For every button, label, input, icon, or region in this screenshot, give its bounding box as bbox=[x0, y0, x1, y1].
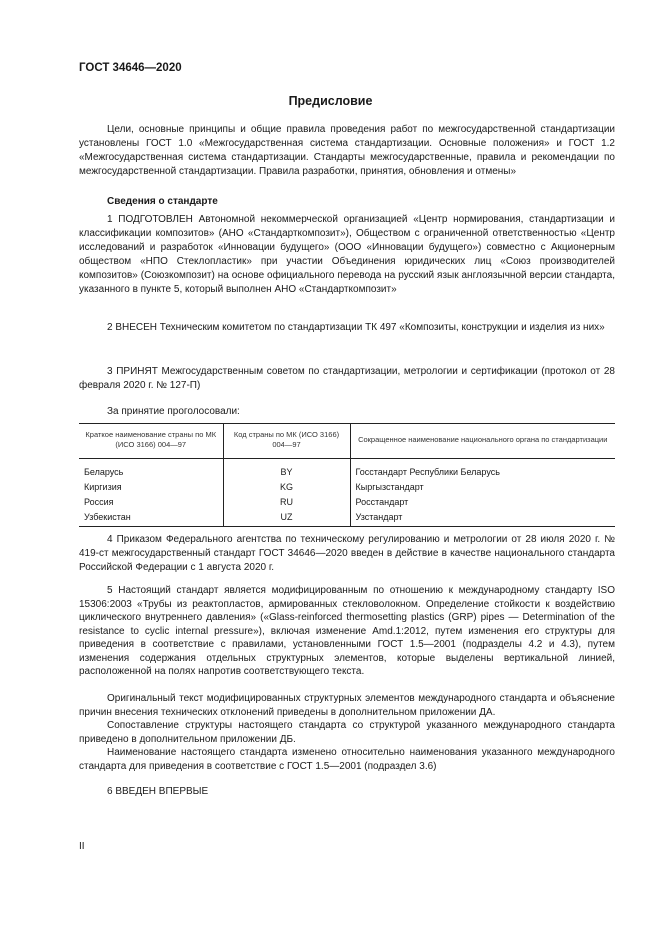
voting-table-header-row bbox=[79, 424, 615, 459]
national-body-cell: Росстандарт bbox=[350, 494, 615, 509]
national-body-cell: Госстандарт Республики Беларусь bbox=[350, 459, 615, 480]
item-5-modification: 5 Настоящий стандарт является модифицированным по отношению к международному стандарту ISO 15306:2003 «Трубы из реактопластов, армированных стекловолокном. Определение стойкости к воздействию циклического внутреннего давления» («Glass-reinforced thermosetting plastics (GRP) pipes — Determination of the resistance to cyclic internal pressure»), включая изменение Amd.1:2012, путем изменения его структуры для приведения в соответствие с правилами, установленными ГОСТ 1.5—2001 (подразделы 4.2 и 4.3), путем изменения содержания отдельных структурных элементов, которые выделены вертикальной линией, расположенной на полях напротив соответствующего текста. bbox=[79, 585, 615, 677]
column-header-national-body: Сокращенное наименование национального органа по стандартизации bbox=[350, 424, 615, 459]
item-6-first-introduced: 6 ВВЕДЕН ВПЕРВЫЕ bbox=[107, 786, 209, 797]
column-header-code: Код страны по МК (ИСО 3166) 004—97 bbox=[223, 424, 350, 459]
item-2-introduced: 2 ВНЕСЕН Техническим комитетом по стандартизации ТК 497 «Композиты, конструкции и изделия из них» bbox=[107, 322, 605, 333]
country-cell: Беларусь bbox=[84, 466, 124, 477]
intro-paragraph: Цели, основные принципы и общие правила проведения работ по межгосударственной стандартизации установлены ГОСТ 1.0 «Межгосударственная система стандартизации. Основные положения» и ГОСТ 1.2 «Межгосударственная система стандартизации. Стандарты межгосударственные, правила и рекомендации по межгосударственной стандартизации. Правила разработки, принятия, обновления и отмены» bbox=[79, 124, 615, 177]
code-cell: BY bbox=[223, 459, 350, 480]
page-number: II bbox=[79, 841, 85, 852]
item-5-structure-note: Сопоставление структуры настоящего стандарта со структурой указанного международного стандарта приведено в дополнительном приложении ДБ. bbox=[79, 720, 615, 745]
item-4-order: 4 Приказом Федерального агентства по техническому регулированию и метрологии от 28 июля 2020 г. № 419-ст межгосударственный стандарт ГОСТ 34646—2020 введен в действие в качестве национального стандарта Российской Федерации с 1 августа 2020 г. bbox=[79, 534, 615, 573]
item-5-title-note: Наименование настоящего стандарта изменено относительно наименования указанного международного стандарта для приведения в соответствие с ГОСТ 1.5—2001 (подраздел 3.6) bbox=[79, 747, 615, 772]
voted-label: За принятие проголосовали: bbox=[107, 406, 240, 417]
column-header-country: Краткое наименование страны по МК (ИСО 3166) 004—97 bbox=[79, 424, 223, 459]
voting-table bbox=[79, 423, 615, 527]
item-3-adopted: 3 ПРИНЯТ Межгосударственным советом по стандартизации, метрологии и сертификации (протокол от 28 февраля 2020 г. № 127-П) bbox=[79, 366, 615, 391]
country-cell: Киргизия bbox=[84, 481, 122, 492]
page-title: Предисловие bbox=[288, 94, 373, 108]
code-cell: KG bbox=[223, 479, 350, 494]
country-cell: Россия bbox=[84, 496, 114, 507]
table-row bbox=[79, 494, 615, 509]
national-body-cell: Кыргызстандарт bbox=[350, 479, 615, 494]
item-1-prepared: 1 ПОДГОТОВЛЕН Автономной некоммерческой организацией «Центр нормирования, стандартизации и классификации композитов» (АНО «Стандарткомпозит»), Обществом с ограниченной ответственностью «Центр исследований и разработок «Инновации будущего» (ООО «Инновации будущего») совместно с Акционерным обществом «НПО Стеклопластик» при участии Объединения юридических лиц «Союз производителей композитов» (Союзкомпозит) на основе официального перевода на русский язык англоязычной версии стандарта, указанного в пункте 5, который выполнен АНО «Стандарткомпозит» bbox=[79, 214, 615, 295]
table-row bbox=[79, 479, 615, 494]
section-heading-about: Сведения о стандарте bbox=[107, 196, 218, 207]
table-row bbox=[79, 509, 615, 527]
code-cell: UZ bbox=[223, 509, 350, 527]
table-row bbox=[79, 459, 615, 480]
item-5-original-text-note: Оригинальный текст модифицированных структурных элементов международного стандарта и объяснение причин внесения технических отклонений приведены в дополнительном приложении ДА. bbox=[79, 693, 615, 718]
country-cell: Узбекистан bbox=[79, 509, 223, 527]
document-header-id: ГОСТ 34646—2020 bbox=[79, 62, 182, 74]
national-body-cell: Узстандарт bbox=[350, 509, 615, 527]
code-cell: RU bbox=[223, 494, 350, 509]
